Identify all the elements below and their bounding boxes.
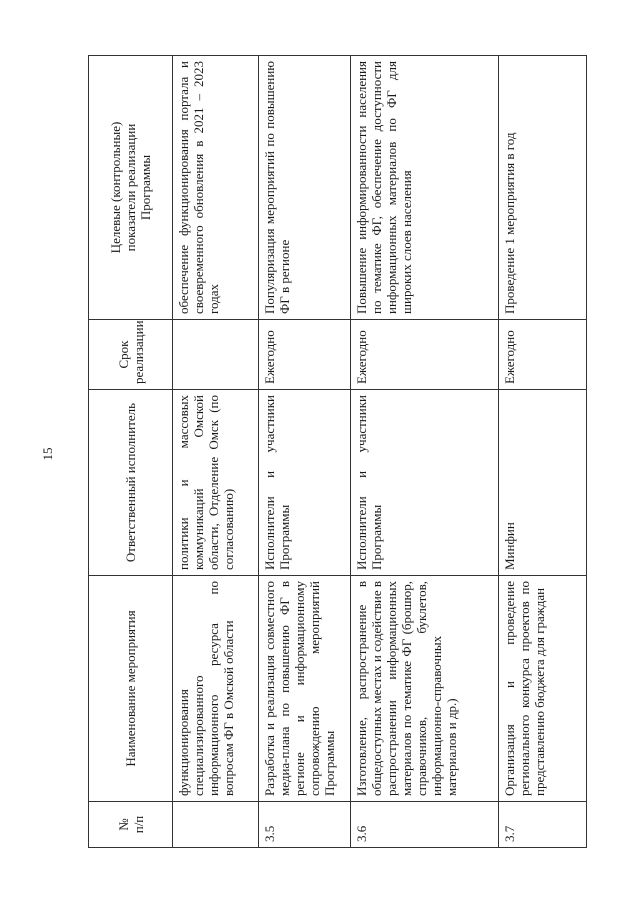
- row-num: 3.6: [351, 802, 499, 848]
- row-num: 3.5: [259, 802, 351, 848]
- row-name: Организация и проведение регионального конкурса проектов по представлению бюджета для граждан: [499, 576, 587, 802]
- row-term: Ежегодно: [499, 320, 587, 390]
- table-row: [173, 56, 259, 848]
- row-executor: Исполнители и участники Программы: [259, 390, 351, 576]
- row-executor: Исполнители и участники Программы: [351, 390, 499, 576]
- row-executor: политики и массовых коммуникаций Омской области, Отделение Омск (по согласованию): [173, 390, 259, 576]
- header-executor: Ответственный исполнитель: [89, 390, 173, 576]
- row-target: Популяризация мероприятий по повышению ФГ в регионе: [259, 56, 351, 320]
- row-term: [173, 320, 259, 390]
- row-term: Ежегодно: [259, 320, 351, 390]
- row-num: [173, 802, 259, 848]
- row-name: функционирования специализированного информационного ресурса по вопросам ФГ в Омской области: [173, 576, 259, 802]
- row-executor: Минфин: [499, 390, 587, 576]
- header-name: Наименование мероприятия: [89, 576, 173, 802]
- row-target: обеспечение функционирования портала и своевременного обновления в 2021 – 2023 годах: [173, 56, 259, 320]
- row-target: Проведение 1 мероприятия в год: [499, 56, 587, 320]
- table-row: [351, 56, 499, 848]
- row-num: 3.7: [499, 802, 587, 848]
- row-term: Ежегодно: [351, 320, 499, 390]
- header-row: [89, 56, 173, 848]
- table-row: [259, 56, 351, 848]
- header-num: № п/п: [89, 802, 173, 848]
- header-target: Целевые (контрольные) показатели реализации Программы: [89, 56, 173, 320]
- table-row: [499, 56, 587, 848]
- header-term: Срок реализации: [89, 320, 173, 390]
- row-name: Разработка и реализация совместного медиа-плана по повышению ФГ в регионе и информационному сопровождению мероприятий Программы: [259, 576, 351, 802]
- row-name: Изготовление, распространение в общедоступных местах и содействие в распространении информационных материалов по тематике ФГ (брошюр, справочников, буклетов, информационно-справочных материалов и др.): [351, 576, 499, 802]
- row-target: Повышение информированности населения по тематике ФГ, обеспечение доступности информационных материалов по ФГ для широких слоев населения: [351, 56, 499, 320]
- program-table: [88, 55, 587, 848]
- page-number: 15: [40, 447, 55, 461]
- rotated-table-wrapper: [88, 56, 586, 848]
